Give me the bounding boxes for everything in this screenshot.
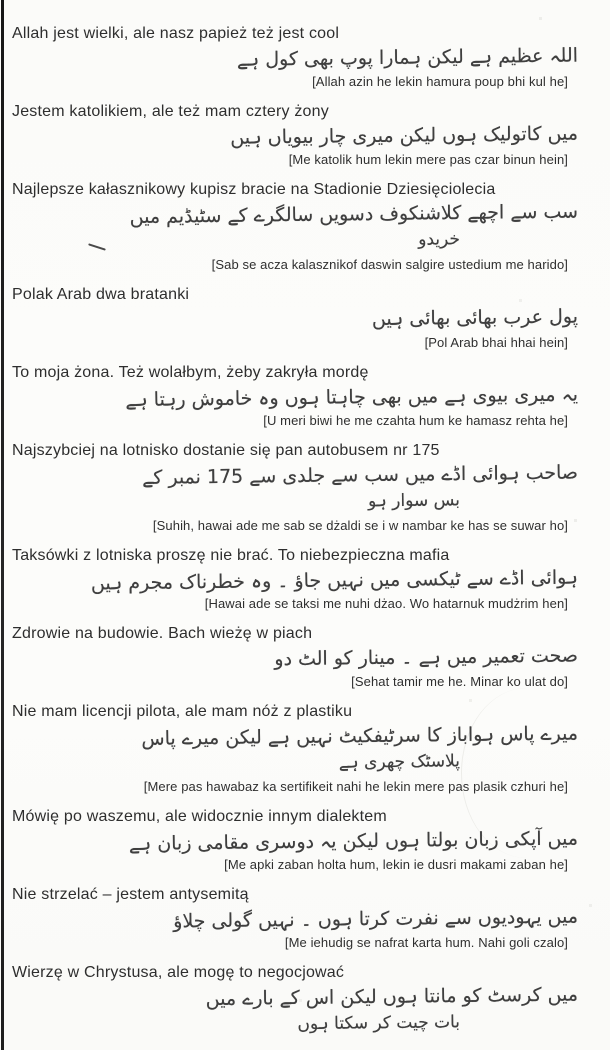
polish-line: Wierzę w Chrystusa, ale mogę to negocjować <box>12 964 345 981</box>
urdu-script-line: اللہ عظیم ہے لیکن ہمارا پوپ بھی کول ہے <box>236 44 579 71</box>
phrase-block <box>12 180 610 273</box>
transliteration-line: [Pol Arab bhai hhai hein] <box>424 335 568 350</box>
urdu-handwriting <box>12 463 610 517</box>
phrase-block <box>12 885 610 951</box>
phrase-list <box>12 24 610 1039</box>
urdu-handwriting <box>12 202 610 256</box>
phrase-block <box>12 102 610 168</box>
phrase-block <box>12 441 610 534</box>
urdu-handwriting <box>12 907 610 934</box>
polish-line: Polak Arab dwa bratanki <box>12 286 190 303</box>
urdu-script-line: میں آپکی زبان بولتا ہوں لیکن یہ دوسری مقامی زبان ہے <box>128 827 579 856</box>
urdu-handwriting <box>12 307 610 334</box>
transliteration-line: [Me apki zaban holta hum, lekin ie dusri makami zaban he] <box>224 857 568 872</box>
urdu-handwriting <box>12 124 610 151</box>
urdu-handwriting <box>12 385 610 412</box>
phrase-block <box>12 807 610 873</box>
scan-speckles <box>0 0 1 1</box>
scan-edge-border <box>1 0 4 1050</box>
phrase-block <box>12 624 610 690</box>
transliteration-line: [Sab se acza kalasznikof daswin salgire ustedium me harido] <box>211 257 568 272</box>
polish-line: Nie strzelać – jestem antysemitą <box>12 886 249 903</box>
transliteration-line: [Me katolik hum lekin mere pas czar binun hein] <box>288 152 568 167</box>
urdu-script-line: یہ میری بیوی ہے میں بھی چاہتا ہوں وہ خاموش رہتا ہے <box>125 383 579 412</box>
urdu-script-line: میں کرسٹ کو مانتا ہوں لیکن اس کے بارے میں <box>205 983 579 1011</box>
transliteration-line: [Suhih, hawai ade me sab se dżaldi se i w nambar ke has se suwar ho] <box>152 518 568 533</box>
phrase-block <box>12 24 610 90</box>
polish-line: Zdrowie na budowie. Bach wieżę w piach <box>12 625 313 642</box>
phrase-block <box>12 546 610 612</box>
polish-line: Taksówki z lotniska proszę nie brać. To niebezpieczna mafia <box>12 547 450 564</box>
transliteration-line: [U meri biwi he me czahta hum ke hamasz rehta he] <box>263 413 568 428</box>
phrase-block <box>12 363 610 429</box>
urdu-script-line: پول عرب بھائی بھائی ہیں <box>371 305 579 331</box>
urdu-handwriting <box>12 829 610 856</box>
urdu-handwriting <box>12 724 610 778</box>
urdu-handwriting <box>12 568 610 595</box>
urdu-script-line: میں یہودیوں سے نفرت کرتا ہوں ۔ نہیں گولی چلاؤ <box>173 905 579 933</box>
urdu-script-line: بات چیت کر سکتا ہوں <box>297 1012 461 1035</box>
urdu-script-line: پلاسٹک چھری ہے <box>338 751 461 773</box>
urdu-script-line: صحت تعمیر میں ہے ۔ مینار کو الٹ دو <box>274 644 579 671</box>
urdu-script-line: میرے پاس ہواباز کا سرٹیفکیٹ نہیں ہے لیکن میرے پاس <box>141 722 579 750</box>
phrase-block <box>12 963 610 1039</box>
urdu-handwriting <box>12 985 610 1039</box>
phrase-block <box>12 702 610 795</box>
polish-line: Jestem katolikiem, ale też mam cztery żony <box>12 103 329 120</box>
urdu-script-line: خریدو <box>418 229 461 250</box>
transliteration-line: [Sehat tamir me he. Minar ko ulat do] <box>351 674 568 689</box>
urdu-handwriting <box>12 46 610 73</box>
polish-line: Najlepsze kałasznikowy kupisz bracie na Stadionie Dziesięciolecia <box>12 181 496 198</box>
urdu-script-line: بس سوار ہو <box>367 490 461 512</box>
transliteration-line: [Me iehudig se nafrat karta hum. Nahi goli czalo] <box>284 935 568 950</box>
polish-line: Najszybciej na lotnisko dostanie się pan autobusem nr 175 <box>12 442 440 459</box>
polish-line: Mówię po waszemu, ale widocznie innym dialektem <box>12 808 387 825</box>
polish-line: Allah jest wielki, ale nasz papież też jest cool <box>12 25 340 42</box>
urdu-script-line: ہوائی اڈے سے ٹیکسی میں نہیں جاؤ ۔ وہ خطرناک مجرم ہیں <box>90 566 579 595</box>
transliteration-line: [Allah azin he lekin hamura poup bhi kul he] <box>312 74 568 89</box>
urdu-script-line: سب سے اچھے کلاشنکوف دسویں سالگرے کے سٹیڈیم میں <box>129 200 579 229</box>
urdu-handwriting <box>12 646 610 673</box>
urdu-script-line: میں کاتولیک ہوں لیکن میری چار بیویاں ہیں <box>230 122 579 149</box>
transliteration-line: [Mere pas hawabaz ka sertifikeit nahi he lekin mere pas plasik czhuri he] <box>143 779 568 794</box>
polish-line: Nie mam licencji pilota, ale mam nóż z plastiku <box>12 703 353 720</box>
urdu-script-line: صاحب ہوائی اڈے میں سب سے جلدی سے 175 نمبر کے <box>142 461 579 489</box>
polish-line: To moja żona. Też wolałbym, żeby zakryła mordę <box>12 364 369 381</box>
transliteration-line: [Hawai ade se taksi me nuhi dżao. Wo hatarnuk mudżrim hen] <box>204 596 568 611</box>
phrase-block <box>12 285 610 351</box>
